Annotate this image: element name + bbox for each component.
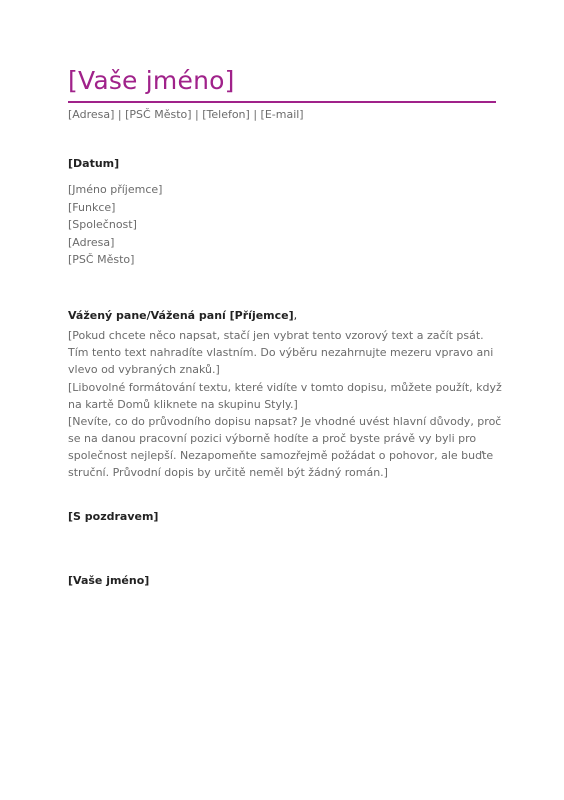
sender-contact-line[interactable]: [Adresa] | [PSČ Město] | [Telefon] | [E-mail] bbox=[68, 108, 304, 121]
recipient-block bbox=[68, 181, 162, 269]
signature-name[interactable]: [Vaše jméno] bbox=[68, 574, 150, 587]
recipient-name[interactable]: [Jméno příjemce] bbox=[68, 183, 163, 196]
recipient-city[interactable]: [PSČ Město] bbox=[68, 253, 135, 266]
salutation-recipient: [Příjemce] bbox=[229, 309, 294, 322]
header-rule bbox=[68, 101, 496, 103]
body-paragraph-2[interactable]: [Libovolné formátování textu, které vidíte v tomto dopisu, můžete použít, když na kartě Domů kliknete na skupinu Styly.] bbox=[68, 381, 502, 411]
recipient-title[interactable]: [Funkce] bbox=[68, 200, 116, 214]
salutation[interactable] bbox=[68, 308, 297, 324]
salutation-comma: , bbox=[293, 309, 298, 322]
salutation-prefix: Vážený pane/Vážená paní bbox=[68, 309, 230, 322]
closing[interactable]: [S pozdravem] bbox=[68, 510, 159, 523]
recipient-address[interactable]: [Adresa] bbox=[68, 235, 115, 249]
recipient-company[interactable]: [Společnost] bbox=[68, 218, 137, 231]
sender-name[interactable]: [Vaše jméno] bbox=[68, 66, 235, 95]
body-paragraph-1[interactable]: [Pokud chcete něco napsat, stačí jen vybrat tento vzorový text a začít psát. Tím tento text nahradíte vlastním. Do výběru nezahrnujte mezeru vpravo ani vlevo od vybraných znaků.] bbox=[68, 329, 494, 376]
letter-date[interactable]: [Datum] bbox=[68, 157, 120, 170]
body-paragraph-3[interactable]: [Nevíte, co do průvodního dopisu napsat? Je vhodné uvést hlavní důvody, proč se na danou pracovní pozici výborně hodíte a proč byste právě vy byli pro společnost nejlepší. Nezapomeňte samozřejmě požádat o pohovor, ale buďte struční. Průvodní dopis by určitě neměl být žádný román.] bbox=[68, 415, 502, 479]
